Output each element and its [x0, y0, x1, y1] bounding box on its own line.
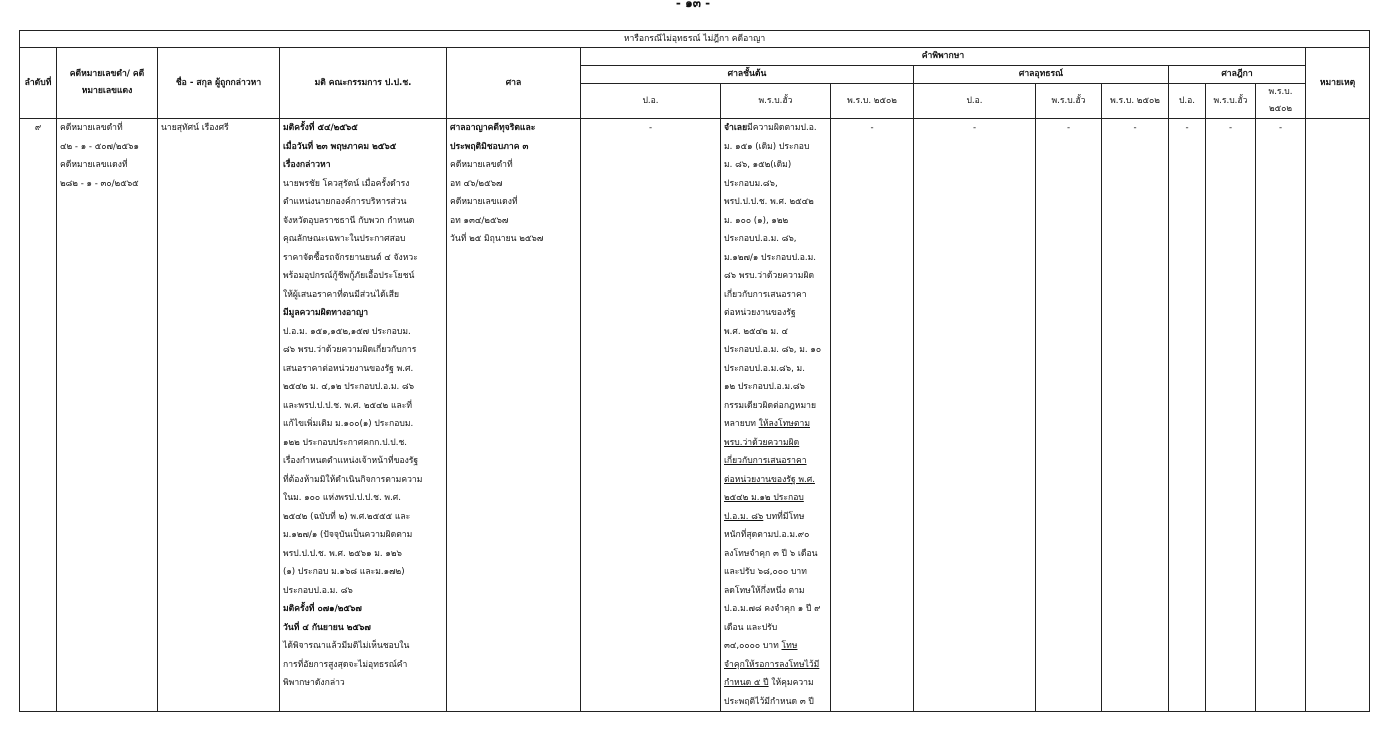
verdict-line: ม. ๘๖, ๑๕๒(เดิม): [724, 160, 792, 170]
grounds-line: แก้ไขเพิ่มเติม ม.๑๐๐(๑) ประกอบม.: [283, 419, 414, 429]
resolution-meeting-1: มติครั้งที่ ๕๔/๒๕๖๕: [283, 123, 358, 133]
verdict-line: ม.๑๒๗/๑ ประกอบป.อ.ม.: [724, 252, 817, 263]
cell-case-no: [57, 119, 158, 712]
verdict-text-underlined: ให้ลงโทษตาม: [758, 419, 810, 429]
verdict-line: เกี่ยวกับการเสนอราคา: [724, 289, 807, 300]
case-table: [19, 30, 1370, 712]
verdict-line: พ.ศ. ๒๕๔๒ ม. ๔: [724, 326, 789, 337]
case-no-line: คดีหมายเลขแดงที่: [60, 160, 128, 170]
allegation-title: เรื่องกล่าวหา: [283, 160, 331, 170]
resolution-date-2: วันที่ ๔ กันยายน ๒๕๖๗: [283, 622, 371, 633]
resolution-meeting-2: มติครั้งที่ ๐๗๑/๒๕๖๗: [283, 604, 362, 614]
cell-supreme-por-new: -: [1206, 119, 1256, 712]
cell-accused: นายสุทัศน์ เรืองศรี: [158, 119, 280, 712]
allegation-line: ให้ผู้เสนอราคาที่ตนมีส่วนได้เสีย: [283, 289, 399, 300]
case-no-line: คดีหมายเลขดำที่: [60, 123, 123, 133]
header-first-por-new: พ.ร.บ.ฮั้ว: [721, 84, 831, 119]
header-supreme-por-2502: พ.ร.บ. ๒๕๐๒: [1256, 84, 1306, 119]
verdict-line-underlined: เกี่ยวกับการเสนอราคา: [724, 456, 807, 466]
verdict-text: มีความผิดตามป.อ.: [747, 123, 817, 133]
court-detail-line: คดีหมายเลขดำที่: [450, 160, 513, 170]
grounds-line: และพรป.ป.ป.ช. พ.ศ. ๒๕๔๒ และที่: [283, 400, 413, 411]
cell-remarks: [1306, 119, 1370, 712]
grounds-line: เสนอราคาต่อหน่วยงานของรัฐ พ.ศ.: [283, 363, 414, 374]
cell-appeal-por-new: -: [1036, 119, 1102, 712]
cell-appeal-por-2502: -: [1102, 119, 1169, 712]
verdict-text: ให้คุมความ: [768, 678, 814, 688]
header-appeal: ศาลอุทธรณ์: [914, 66, 1169, 84]
verdict-line: ประพฤติไว้มีกำหนด ๓ ปี: [724, 696, 814, 707]
cell-first-por-2502: -: [831, 119, 914, 712]
grounds-line: พรป.ป.ป.ช. พ.ศ. ๒๕๖๑ ม. ๑๒๖: [283, 548, 402, 559]
header-remarks: หมายเหตุ: [1306, 48, 1370, 119]
verdict-line: ม. ๑๕๑ (เดิม) ประกอบ: [724, 141, 810, 152]
verdict-line-mixed: [724, 415, 827, 434]
verdict-line: ประกอบป.อ.ม.๘๖, ม.: [724, 363, 805, 374]
verdict-line: ๑๒ ประกอบป.อ.ม.๘๖: [724, 382, 805, 392]
allegation-line: ตำแหน่งนายกองค์การบริหารส่วน: [283, 197, 407, 207]
verdict-line: และปรับ ๖๘,๐๐๐ บาท: [724, 567, 807, 577]
conclusion-line: การที่อัยการสูงสุดจะไม่อุทธรณ์คำ: [283, 659, 408, 670]
verdict-line-mixed: [724, 637, 827, 656]
grounds-line: (๑) ประกอบ ม.๑๖๘ และม.๑๗๒): [283, 567, 405, 577]
grounds-title: มีมูลความผิดทางอาญา: [283, 308, 369, 318]
cell-supreme-po-a: -: [1169, 119, 1206, 712]
grounds-line: ๑๒๒ ประกอบประกาศคกก.ป.ป.ช.: [283, 437, 408, 448]
header-court: ศาล: [447, 48, 581, 119]
grounds-line: ในม. ๑๐๐ แห่งพรป.ป.ป.ช. พ.ศ.: [283, 493, 401, 503]
table-row: [20, 119, 1370, 712]
court-detail-line: คดีหมายเลขแดงที่: [450, 197, 518, 207]
conclusion-line: ได้พิจารณาแล้วมีมติไม่เห็นชอบใน: [283, 641, 410, 651]
verdict-line: ลงโทษจำคุก ๓ ปี ๖ เดือน: [724, 548, 818, 559]
verdict-line: ประกอบป.อ.ม. ๘๖, ม. ๑๐: [724, 345, 822, 355]
verdict-line-mixed: [724, 674, 827, 693]
verdict-line: ๘๖ พรบ.ว่าด้วยความผิด: [724, 271, 815, 281]
verdict-line: ป.อ.ม.๗๘ คงจำคุก ๑ ปี ๙: [724, 604, 821, 614]
header-supreme: ศาลฎีกา: [1169, 66, 1306, 84]
verdict-line-underlined: ต่อหน่วยงานของรัฐ พ.ศ.: [724, 474, 815, 485]
resolution-date-1: เมื่อวันที่ ๒๓ พฤษภาคม ๒๕๖๕: [283, 141, 397, 152]
verdict-text-underlined: โทษ: [781, 641, 798, 651]
verdict-line: พรป.ป.ป.ช. พ.ศ. ๒๕๔๒: [724, 197, 814, 207]
header-appeal-por-new: พ.ร.บ.ฮั้ว: [1036, 84, 1102, 119]
table-caption: หารือกรณีไม่อุทธรณ์ ไม่ฎีกา คดีอาญา: [20, 31, 1370, 48]
grounds-line: ป.อ.ม. ๑๕๑,๑๕๒,๑๕๗ ประกอบม.: [283, 326, 411, 337]
header-supreme-po-a: ป.อ.: [1169, 84, 1206, 119]
grounds-line: ที่ต้องห้ามมิให้ดำเนินกิจการตามความ: [283, 474, 423, 485]
header-resolution: มติ คณะกรรมการ ป.ป.ช.: [280, 48, 447, 119]
verdict-line: กรรมเดียวผิดต่อกฎหมาย: [724, 400, 817, 411]
header-accused: ชื่อ - สกุล ผู้ถูกกล่าวหา: [158, 48, 280, 119]
verdict-line: ประกอบม.๘๖,: [724, 178, 778, 189]
verdict-line: เดือน และปรับ: [724, 622, 778, 633]
allegation-line: คุณลักษณะเฉพาะในประกาศสอบ: [283, 234, 406, 244]
verdict-text-underlined: ป.อ.ม. ๘๖: [724, 511, 764, 522]
verdict-line-underlined: พรบ.ว่าด้วยความผิด: [724, 437, 800, 448]
verdict-line-first: [724, 119, 827, 138]
cell-first-po-a: -: [581, 119, 721, 712]
grounds-line: ม.๑๒๗/๑ (ปัจจุบันเป็นความผิดตาม: [283, 530, 413, 540]
header-case-no: คดีหมายเลขดำ/ คดีหมายเลขแดง: [57, 48, 158, 119]
cell-resolution: [280, 119, 447, 712]
court-detail-line: วันที่ ๒๕ มิถุนายน ๒๕๖๗: [450, 234, 544, 244]
header-judgment: คำพิพากษา: [581, 48, 1306, 66]
verdict-text: หลายบท: [724, 419, 759, 429]
verdict-line-mixed: [724, 508, 827, 527]
verdict-text-underlined: กำหนด ๕ ปี: [724, 678, 769, 688]
verdict-line: ม. ๑๐๐ (๑), ๑๒๒: [724, 215, 789, 226]
grounds-line: ๘๖ พรบ.ว่าด้วยความผิดเกี่ยวกับการ: [283, 345, 417, 355]
verdict-line-underlined: ๒๕๔๒ ม.๑๒ ประกอบ: [724, 493, 804, 503]
page-number: - ๑๓ -: [675, 0, 711, 10]
cell-no: ๙: [20, 119, 57, 712]
court-name-line: ประพฤติมิชอบภาค ๓: [450, 141, 529, 152]
allegation-line: พร้อมอุปกรณ์กู้ชีพกู้ภัยเอื้อประโยชน์: [283, 271, 415, 281]
header-first-instance: ศาลชั้นต้น: [581, 66, 914, 84]
allegation-line: นายพรชัย โควสุรัตน์ เมื่อครั้งดำรง: [283, 178, 410, 189]
verdict-lead: จำเลย: [724, 123, 748, 133]
header-appeal-po-a: ป.อ.: [914, 84, 1036, 119]
header-supreme-por-new: พ.ร.บ.ฮั้ว: [1206, 84, 1256, 119]
court-detail-line: อท ๔๖/๒๕๖๗: [450, 178, 503, 189]
verdict-text: ๓๔,๐๐๐๐ บาท: [724, 641, 782, 651]
verdict-line: ประกอบป.อ.ม. ๘๖,: [724, 234, 797, 244]
allegation-line: จังหวัดอุบลราชธานี กับพวก กำหนด: [283, 215, 415, 226]
case-no-line: ๔๒ - ๑ - ๕๐๗/๒๕๖๑: [60, 141, 139, 152]
court-detail-line: อท ๑๓๔/๒๕๖๗: [450, 215, 509, 226]
cell-court: [447, 119, 581, 712]
verdict-line-underlined: จำคุกให้รอการลงโทษไว้มี: [724, 659, 820, 670]
header-first-po-a: ป.อ.: [581, 84, 721, 119]
grounds-line: ๒๕๔๒ ม. ๔,๑๒ ประกอบป.อ.ม. ๘๖: [283, 382, 415, 392]
cell-first-por-new: [721, 119, 831, 712]
header-appeal-por-2502: พ.ร.บ. ๒๕๐๒: [1102, 84, 1169, 119]
verdict-line: หนักที่สุดตามป.อ.ม.๙๐: [724, 530, 810, 540]
header-no: ลำดับที่: [20, 48, 57, 119]
court-name-line: ศาลอาญาคดีทุจริตและ: [450, 123, 536, 133]
verdict-line: ต่อหน่วยงานของรัฐ: [724, 308, 796, 318]
grounds-line: ๒๕๔๒ (ฉบับที่ ๒) พ.ศ.๒๕๕๕ และ: [283, 511, 411, 522]
grounds-line: ประกอบป.อ.ม. ๘๖: [283, 585, 353, 596]
allegation-line: ราคาจัดซื้อรถจักรยานยนต์ ๔ จังหวะ: [283, 252, 418, 263]
cell-appeal-po-a: -: [914, 119, 1036, 712]
case-no-line: ๒๘๒ - ๑ - ๓๐/๒๕๖๕: [60, 178, 139, 189]
cell-supreme-por-2502: -: [1256, 119, 1306, 712]
verdict-line: ลดโทษให้กึ่งหนึ่ง ตาม: [724, 585, 805, 596]
verdict-text: บทที่มีโทษ: [763, 511, 805, 522]
conclusion-line: พิพากษาดังกล่าว: [283, 678, 345, 688]
grounds-line: เรื่องกำหนดตำแหน่งเจ้าหน้าที่ของรัฐ: [283, 456, 419, 466]
header-first-por-2502: พ.ร.บ. ๒๕๐๒: [831, 84, 914, 119]
